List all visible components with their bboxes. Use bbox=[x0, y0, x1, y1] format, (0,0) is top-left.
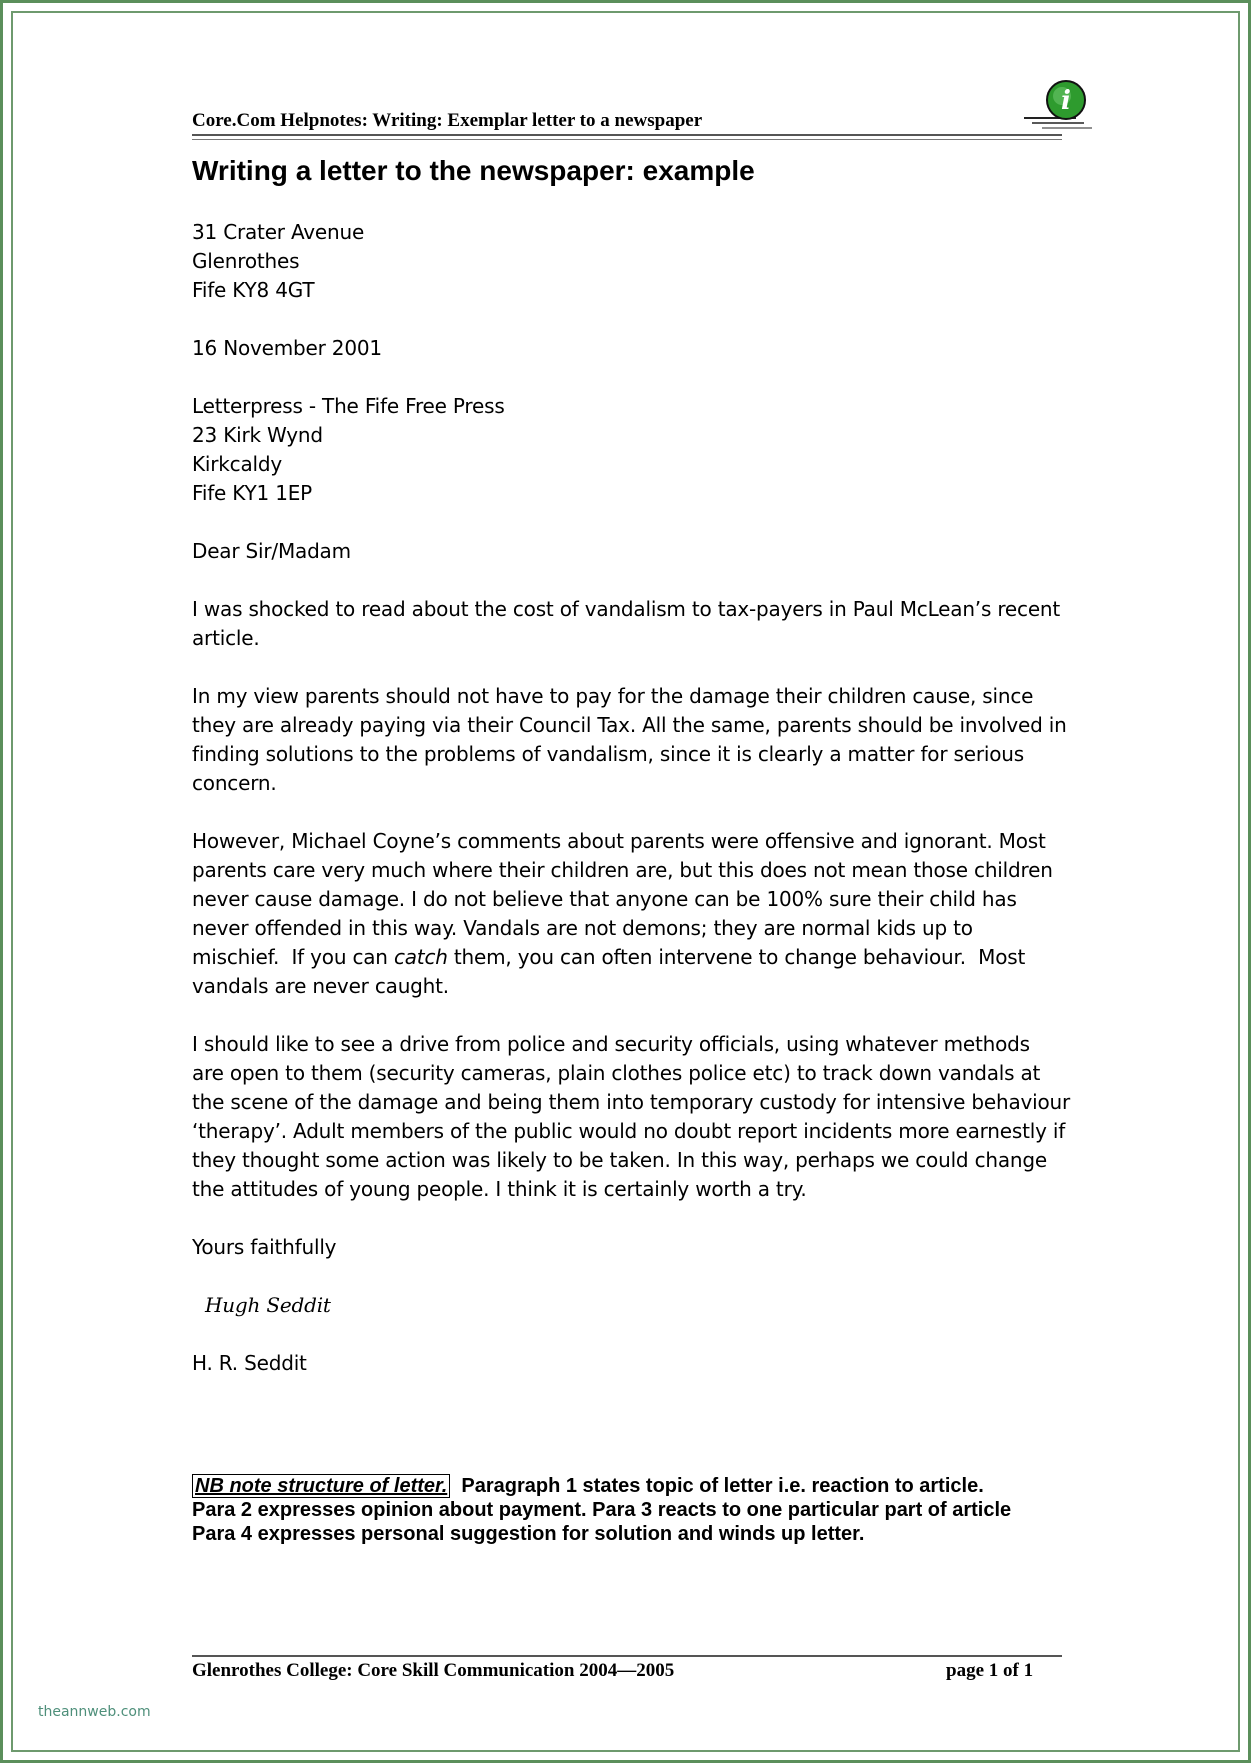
paragraph-2 bbox=[192, 682, 1072, 798]
header-rule bbox=[192, 134, 1062, 136]
paragraph-line: In my view parents should not have to pay for the damage their children cause, since bbox=[192, 684, 1034, 708]
footer-college: Glenrothes College: Core Skill Communication 2004—2005 bbox=[192, 1660, 675, 1681]
paragraph-line: I should like to see a drive from police and security officials, using whatever methods bbox=[192, 1032, 1030, 1056]
letter-body bbox=[192, 218, 1072, 1407]
paragraph-line: ‘therapy’. Adult members of the public would no doubt report incidents more earnestly if bbox=[192, 1119, 1066, 1143]
paragraph-line: are open to them (security cameras, plain clothes police etc) to track down vandals at bbox=[192, 1061, 1041, 1085]
header-rule-thin bbox=[192, 139, 1062, 140]
emphasis-word: catch bbox=[393, 945, 448, 969]
page-number: page 1 of 1 bbox=[946, 1660, 1034, 1681]
closing bbox=[192, 1233, 1072, 1262]
paragraph-line: vandals are never caught. bbox=[192, 974, 449, 998]
paragraph-line: they thought some action was likely to be taken. In this way, perhaps we could change bbox=[192, 1148, 1047, 1172]
paragraph-line: However, Michael Coyne’s comments about parents were offensive and ignorant. Most bbox=[192, 829, 1046, 853]
line-end: them, you can often intervene to change behaviour. Most bbox=[447, 945, 1026, 969]
closing-text: Yours faithfully bbox=[192, 1235, 337, 1259]
address-line: Fife KY1 1EP bbox=[192, 481, 313, 505]
paragraph-line: concern. bbox=[192, 771, 277, 795]
paragraph-line: the attitudes of young people. I think it is certainly worth a try. bbox=[192, 1177, 807, 1201]
salutation bbox=[192, 537, 1072, 566]
signature-text: Hugh Seddit bbox=[205, 1293, 331, 1317]
paragraph-line: never offended in this way. Vandals are not demons; they are normal kids up to bbox=[192, 916, 973, 940]
paragraph-3 bbox=[192, 827, 1072, 1001]
note-text: Paragraph 1 states topic of letter i.e. reaction to article. bbox=[450, 1475, 984, 1497]
address-line: Fife KY8 4GT bbox=[192, 278, 315, 302]
address-line: 31 Crater Avenue bbox=[192, 220, 365, 244]
watermark: theannweb.com bbox=[38, 1704, 151, 1720]
paragraph-line: article. bbox=[192, 626, 260, 650]
address-line: Glenrothes bbox=[192, 249, 300, 273]
line-start: mischief. If you can bbox=[192, 945, 394, 969]
note-label: NB note structure of letter. bbox=[192, 1474, 450, 1498]
date-text: 16 November 2001 bbox=[192, 336, 382, 360]
structure-note bbox=[192, 1474, 1092, 1546]
icon-letter: i bbox=[1061, 86, 1071, 116]
paragraph-line: I was shocked to read about the cost of vandalism to tax-payers in Paul McLean’s recent bbox=[192, 597, 1061, 621]
printed-name bbox=[192, 1349, 1072, 1378]
note-line: Para 4 expresses personal suggestion for solution and winds up letter. bbox=[192, 1523, 865, 1545]
paragraph-4 bbox=[192, 1030, 1072, 1204]
salutation-text: Dear Sir/Madam bbox=[192, 539, 351, 563]
signature bbox=[192, 1291, 1072, 1320]
note-line bbox=[192, 1474, 1092, 1498]
letter-date bbox=[192, 334, 1072, 363]
sender-address bbox=[192, 218, 1072, 305]
paragraph-line: finding solutions to the problems of vandalism, since it is clearly a matter for serious bbox=[192, 742, 1024, 766]
paragraph-line: the scene of the damage and being them into temporary custody for intensive behaviour bbox=[192, 1090, 1071, 1114]
page-heading: Writing a letter to the newspaper: example bbox=[192, 155, 755, 186]
paragraph-line: never cause damage. I do not believe that anyone can be 100% sure their child has bbox=[192, 887, 1017, 911]
printed-name-text: H. R. Seddit bbox=[192, 1351, 307, 1375]
info-icon bbox=[1022, 78, 1094, 136]
note-line: Para 2 expresses opinion about payment. Para 3 reacts to one particular part of article bbox=[192, 1499, 1012, 1521]
paragraph-line: they are already paying via their Council Tax. All the same, parents should be involved in bbox=[192, 713, 1067, 737]
paragraph-1 bbox=[192, 595, 1072, 653]
recipient-address bbox=[192, 392, 1072, 508]
header-title: Core.Com Helpnotes: Writing: Exemplar letter to a newspaper bbox=[192, 110, 703, 131]
address-line: Kirkcaldy bbox=[192, 452, 283, 476]
paragraph-line bbox=[192, 943, 1072, 972]
footer-rule bbox=[192, 1655, 1062, 1657]
address-line: 23 Kirk Wynd bbox=[192, 423, 323, 447]
address-line: Letterpress - The Fife Free Press bbox=[192, 394, 505, 418]
paragraph-line: parents care very much where their children are, but this does not mean those children bbox=[192, 858, 1053, 882]
